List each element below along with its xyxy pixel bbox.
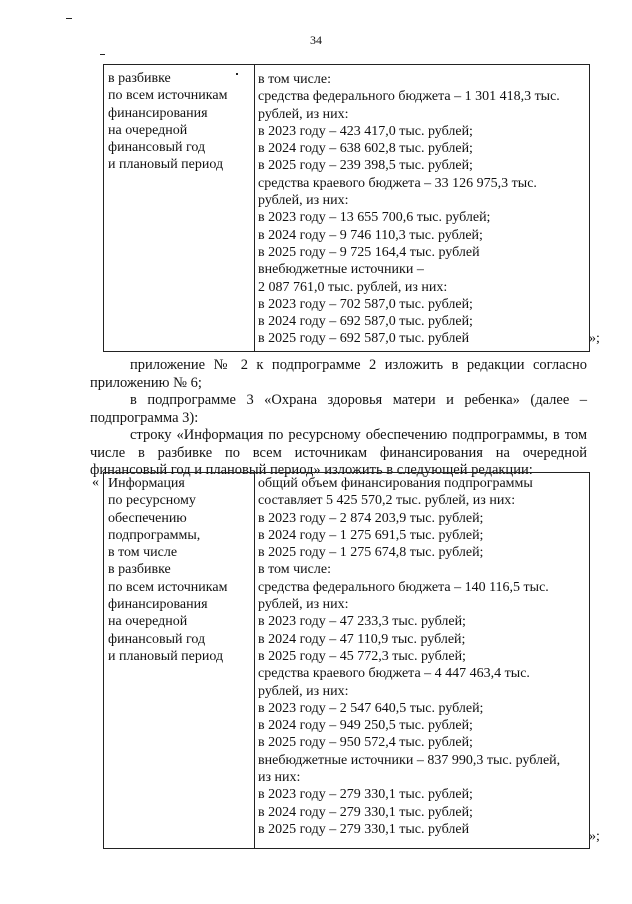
opening-quote: « [92,475,99,490]
right-cell-line: в 2023 году – 2 547 640,5 тыс. рублей; [258,700,484,716]
right-cell-line: в 2024 году – 9 746 110,3 тыс. рублей; [258,227,483,243]
funding-table-subprogram-2 [103,64,590,352]
right-cell-line: из них: [258,770,301,786]
right-cell-line: в 2025 году – 9 725 164,4 тыс. рублей [258,244,480,260]
right-cell-line: в 2023 году – 423 417,0 тыс. рублей; [258,123,473,139]
left-cell-line: по всем источникам [108,579,228,595]
right-cell-line: в 2023 году – 702 587,0 тыс. рублей; [258,296,473,312]
right-cell-line: в 2025 году – 1 275 674,8 тыс. рублей; [258,545,484,561]
paragraph-text: строку «Информация по ресурсному обеспечению подпрограммы, в том числе в разбивке по всем источникам финансирования на очередной финансовый год и плановый период» изложить в следующей редакции: [90,427,587,478]
left-cell-line: на очередной [108,614,188,630]
paragraph-appendix [90,357,587,392]
right-cell-line: средства федерального бюджета – 1 301 418,3 тыс. [258,89,560,105]
right-cell-line: в 2024 году – 1 275 691,5 тыс. рублей; [258,527,484,543]
left-cell-line: по ресурсному [108,493,196,509]
right-cell-line: внебюджетные источники – [258,262,424,278]
right-cell-line: в 2024 году – 949 250,5 тыс. рублей; [258,718,473,734]
right-cell-line: в 2023 году – 2 874 203,9 тыс. рублей; [258,510,484,526]
scan-mark [66,18,72,19]
right-cell-line: общий объем финансирования подпрограммы [258,476,533,491]
left-cell-line: и плановый период [108,157,224,173]
table-left-column [104,473,255,848]
right-cell-line: внебюджетные источники – 837 990,3 тыс. рублей, [258,752,561,768]
funding-table-subprogram-3 [103,472,590,849]
right-cell-line: составляет 5 425 570,2 тыс. рублей, из них: [258,493,516,509]
right-cell-line: средства краевого бюджета – 4 447 463,4 тыс. [258,666,530,682]
page-number: 34 [310,33,322,47]
left-cell-line: по всем источникам [108,88,228,104]
right-cell-line: в 2025 году – 239 398,5 тыс. рублей; [258,158,473,174]
table-left-column [104,65,255,351]
paragraph-text: в подпрограмме 3 «Охрана здоровья матери и ребенка» (далее – подпрограмма 3): [90,392,587,426]
right-cell-line: в 2025 году – 45 772,3 тыс. рублей; [258,648,466,664]
right-cell-line: в 2025 году – 279 330,1 тыс. рублей [258,821,470,837]
right-cell-line: в том числе: [258,562,331,578]
left-cell-line: и плановый период [108,648,224,664]
right-cell-line: в 2024 году – 638 602,8 тыс. рублей; [258,141,473,157]
paragraph-subprogram-3 [90,392,587,427]
right-cell-line: в 2024 году – 47 110,9 тыс. рублей; [258,631,466,647]
right-cell-line: в 2023 году – 13 655 700,6 тыс. рублей; [258,210,491,226]
left-cell-line: подпрограммы, [108,527,201,543]
table-right-column [255,473,589,848]
right-cell-line: 2 087 761,0 тыс. рублей, из них: [258,279,448,295]
left-cell-line: обеспечению [108,510,187,526]
right-cell-line: в 2023 году – 47 233,3 тыс. рублей; [258,614,466,630]
left-cell-line: финансирования [108,597,208,613]
right-cell-line: средства краевого бюджета – 33 126 975,3 тыс. [258,175,537,191]
left-cell-line: Информация [108,476,185,491]
right-cell-line: рублей, из них: [258,193,349,209]
right-cell-line: рублей, из них: [258,106,349,122]
left-cell-line: финансирования [108,105,208,121]
right-cell-line: в 2025 году – 692 587,0 тыс. рублей [258,331,470,347]
left-cell-line: в том числе [108,545,178,561]
left-cell-line: в разбивке [108,562,171,578]
right-cell-line: средства федерального бюджета – 140 116,5 тыс. [258,579,549,595]
left-cell-line: финансовый год [108,140,206,156]
right-cell-line: рублей, из них: [258,597,349,613]
paragraph-text: приложение № 2 к подпрограмме 2 изложить в редакции согласно приложению № 6; [90,357,587,391]
right-cell-line: в 2025 году – 950 572,4 тыс. рублей; [258,735,473,751]
closing-quote: »; [589,829,600,844]
table-right-column [255,65,589,351]
left-cell-line: в разбивке [108,71,171,86]
right-cell-line: рублей, из них: [258,683,349,699]
right-cell-line: в 2024 году – 279 330,1 тыс. рублей; [258,804,473,820]
left-cell-line: на очередной [108,122,188,138]
right-cell-line: в 2023 году – 279 330,1 тыс. рублей; [258,787,473,803]
right-cell-line: в том числе: [258,72,331,87]
right-cell-line: в 2024 году – 692 587,0 тыс. рублей; [258,314,473,330]
left-cell-line: финансовый год [108,631,206,647]
scan-mark [100,54,105,55]
closing-quote: »; [589,331,600,346]
